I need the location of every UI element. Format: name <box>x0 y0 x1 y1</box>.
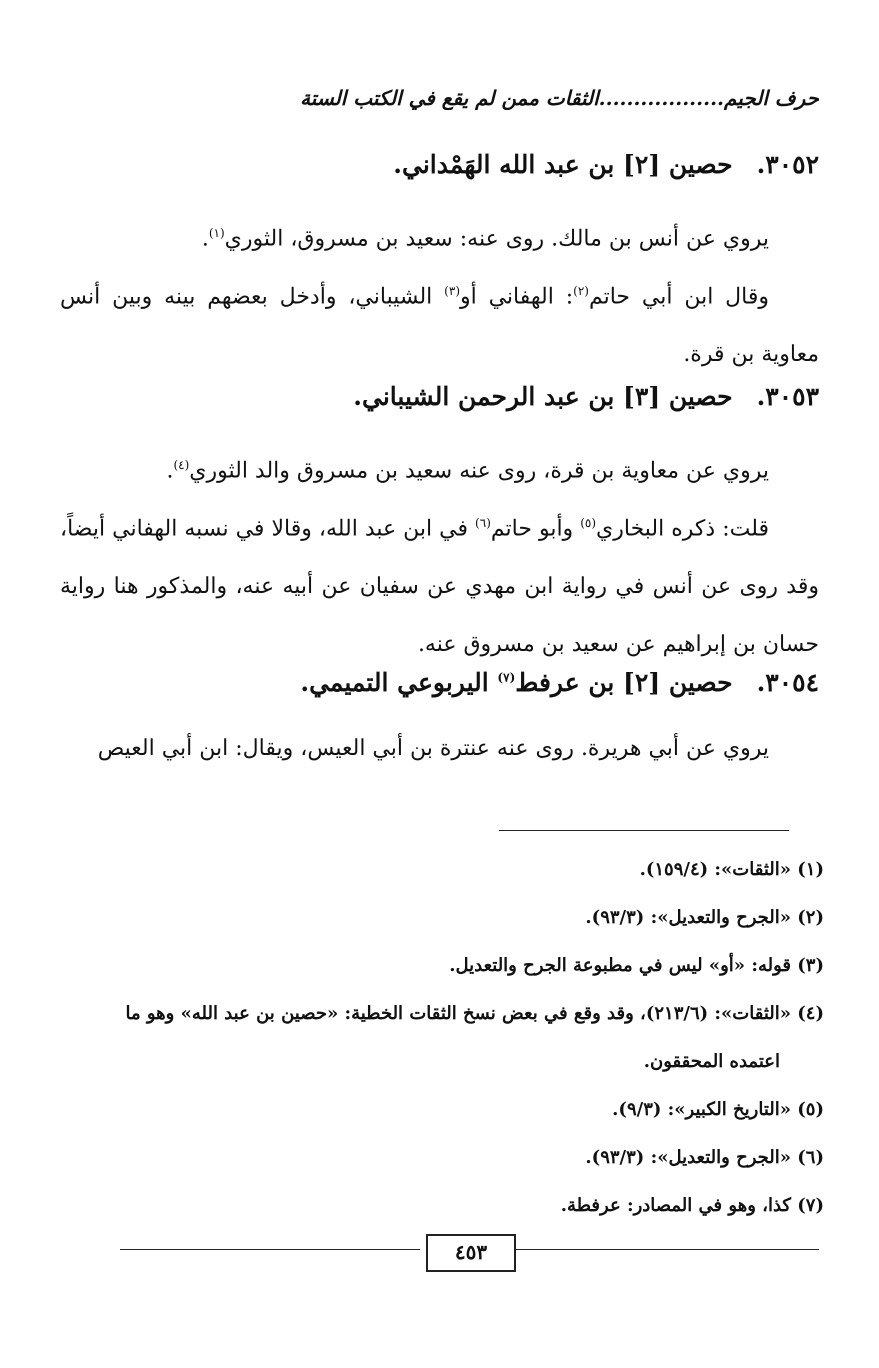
entry-title-3054 <box>300 668 819 697</box>
running-head <box>170 86 819 110</box>
entry-title-3052 <box>393 150 819 179</box>
header-dots: .................. <box>598 86 724 110</box>
entry-name: حصين [٢] بن عبد الله الهَمْداني. <box>393 150 733 179</box>
footnote-ref: (٢) <box>573 284 589 298</box>
bottom-rule <box>120 1249 420 1250</box>
header-section: حرف الجيم <box>724 86 819 110</box>
page-number: ٤٥٣ <box>426 1234 516 1272</box>
footnote: (٤) «الثقات»: (٢١٣/٦)، وقد وقع في بعض نسخ الثقات الخطية: «حصين بن عبد الله» وهو ما <box>125 1003 824 1024</box>
entry-name: حصين [٢] بن عرفط <box>515 668 733 697</box>
paragraph <box>60 494 819 674</box>
entry-title-3053 <box>353 382 819 411</box>
entry-name-tail: اليربوعي التميمي. <box>300 668 498 697</box>
paragraph <box>60 204 819 268</box>
entry-number: ٣٠٥٢. <box>756 150 819 179</box>
paragraph <box>60 436 819 500</box>
paragraph-text: يروي عن أبي هريرة. روى عنه عنترة بن أبي العيس، ويقال: ابن أبي العيص <box>97 736 769 761</box>
footnotes <box>100 846 824 1230</box>
paragraph-text: وقال ابن أبي حاتم <box>588 284 769 310</box>
footnote-ref: (١) <box>208 226 225 240</box>
footnote-continuation: اعتمده المحققون. <box>643 1051 780 1072</box>
footnote: (٦) «الجرح والتعديل»: (٩٣/٣). <box>585 1147 824 1168</box>
paragraph-text: يروي عن معاوية بن قرة، روى عنه سعيد بن مسروق والد الثوري <box>189 458 769 484</box>
paragraph <box>60 720 819 778</box>
footnote-ref: (٤) <box>173 458 190 472</box>
footnote: (٣) قوله: «أو» ليس في مطبوعة الجرح والتعديل. <box>449 955 824 976</box>
footnote-ref: (٥) <box>580 516 597 530</box>
entry-number: ٣٠٥٤. <box>756 668 819 697</box>
bottom-rule <box>514 1249 819 1250</box>
header-book-title: الثقات ممن لم يقع في الكتب الستة <box>300 86 599 110</box>
paragraph-tail: : الهفاني أو <box>460 284 574 310</box>
footnote-ref: (٧) <box>497 670 516 685</box>
paragraph-tail: . <box>166 458 174 484</box>
footnote-ref: (٦) <box>475 516 491 530</box>
footnote-divider <box>499 830 789 831</box>
paragraph-tail: الشيباني، وأدخل بعضهم بينه وبين أنس معاوية بن قرة. <box>60 284 819 368</box>
footnote: (٢) «الجرح والتعديل»: (٩٣/٣). <box>585 907 824 928</box>
entry-number: ٣٠٥٣. <box>756 382 819 411</box>
paragraph-text: يروي عن أنس بن مالك. روى عنه: سعيد بن مسروق، الثوري <box>224 226 769 252</box>
footnote-ref: (٣) <box>444 284 460 298</box>
paragraph <box>60 262 819 384</box>
paragraph-tail: وأبو حاتم <box>490 516 581 542</box>
paragraph-tail: . <box>201 226 209 252</box>
footnote: (٥) «التاريخ الكبير»: (٩/٣). <box>612 1099 824 1120</box>
paragraph-tail: في ابن عبد الله، وقالا في نسبه الهفاني أيضاً، وقد روى عن أنس في رواية ابن مهدي عن سفيان عن أبيه عنه، والمذكور هنا رواية حسان بن إبراهيم عن سعيد بن مسروق عنه. <box>60 516 819 658</box>
footnote: (١) «الثقات»: (١٥٩/٤). <box>639 859 824 880</box>
entry-name: حصين [٣] بن عبد الرحمن الشيباني. <box>353 382 733 411</box>
paragraph-text: قلت: ذكره البخاري <box>596 516 770 542</box>
footnote: (٧) كذا، وهو في المصادر: عرفطة. <box>560 1195 824 1216</box>
